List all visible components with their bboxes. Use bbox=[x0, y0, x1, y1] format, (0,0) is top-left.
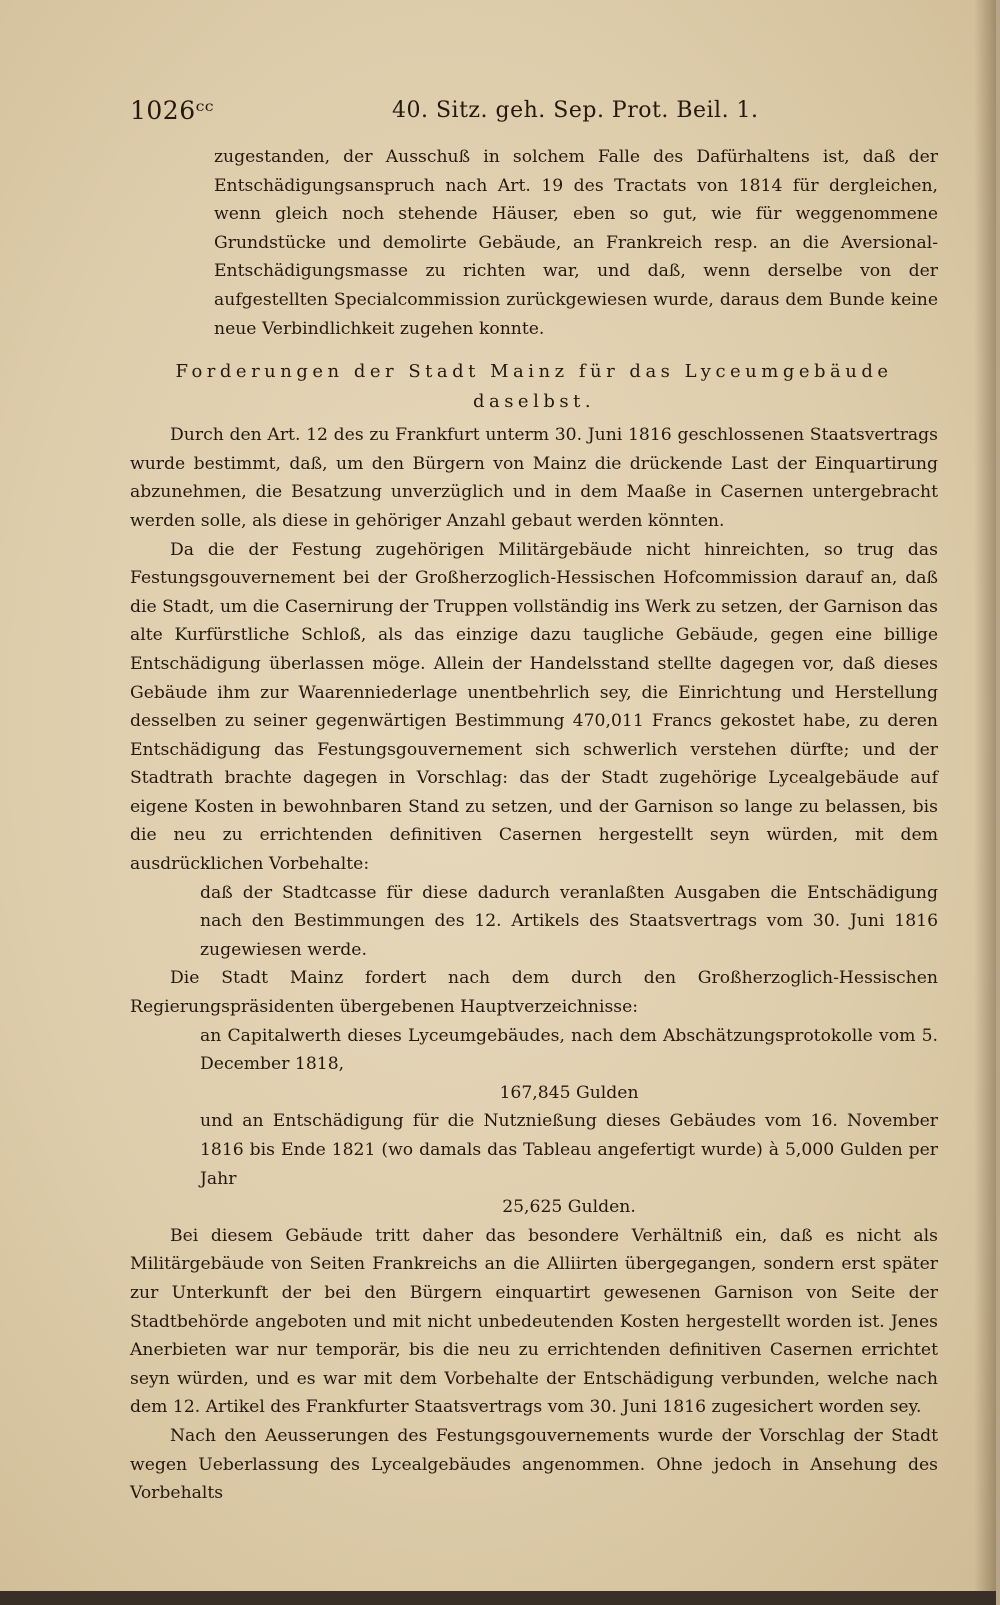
paragraph-4: Bei diesem Gebäude tritt daher das besondere Verhältniß ein, daß es nicht als Militärgebäude von Seiten Frankreichs an die Alliirten übergegangen, sondern erst später zur Unterkunft der bei den Bürgern einquartirt gewesenen Garnison von Seite der Stadtbehörde angeboten und mit nicht unbedeutenden Kosten hergestellt worden ist. Jenes Anerbieten war nur temporär, bis die neu zu errichtenden definitiven Casernen errichtet seyn würden, und es war mit dem Vorbehalte der Entschädigung verbunden, welche nach dem 12. Artikel des Frankfurter Staatsvertrags vom 30. Juni 1816 zugesichert worden sey. bbox=[130, 1225, 938, 1418]
paragraph-3: Die Stadt Mainz fordert nach dem durch den Großherzoglich-Hessischen Regierungspräsidenten übergebenen Hauptverzeichnisse: bbox=[130, 968, 938, 1018]
paragraph-2: Da die der Festung zugehörigen Militärgebäude nicht hinreichten, so trug das Festungsgouvernement bei der Großherzoglich-Hessischen Hofcommission darauf an, daß die Stadt, um die Casernirung der Truppen vollständig ins Werk zu setzen, der Garnison das alte Kurfürstliche Schloß, als das einzige dazu taugliche Gebäude, gegen eine billige Entschädigung überlassen möge. Allein der Handelsstand stellte dagegen vor, daß dieses Gebäude ihm zur Waarenniederlage unentbehrlich sey, die Einrichtung und Herstellung desselben zu seiner gegenwärtigen Bestimmung 470,011 Francs gekostet habe, zu deren Entschädigung das Festungsgouvernement sich schwerlich verstehen dürfte; und der Stadtrath brachte dagegen in Vorschlag: das der Stadt zugehörige Lycealgebäude auf eigene Kosten in bewohnbaren Stand zu setzen, und der Garnison so lange zu belassen, bis die neu zu errichtenden definitiven Casernen hergestellt seyn würden, mit dem ausdrücklichen Vorbehalte: bbox=[130, 539, 938, 875]
section-heading: Forderungen der Stadt Mainz für das Lyceumgebäude daselbst. bbox=[175, 361, 893, 413]
running-head: 40. Sitz. geh. Sep. Prot. Beil. 1. bbox=[392, 98, 759, 123]
paragraph-intro: zugestanden, der Ausschuß in solchem Falle des Dafürhaltens ist, daß der Entschädigungsanspruch nach Art. 19 des Tractats von 1814 für dergleichen, wenn gleich noch stehende Häuser, eben so gut, wie für weggenommene Grundstücke und demolirte Gebäude, an Frankreich resp. an die Aversional-Entschädigungsmasse zu richten war, und daß, wenn derselbe von der aufgestellten Specialcommission zurückgewiesen wurde, daraus dem Bunde keine neue Verbindlichkeit zugehen konnte. bbox=[214, 147, 938, 339]
paragraph-5: Nach den Aeusserungen des Festungsgouvernements wurde der Vorschlag der Stadt wegen Ueberlassung des Lycealgebäudes angenommen. Ohne jedoch in Ansehung des Vorbehalts bbox=[130, 1425, 938, 1504]
paragraph-1: Durch den Art. 12 des zu Frankfurt unterm 30. Juni 1816 geschlossenen Staatsvertrags wurde bestimmt, daß, um den Bürgern von Mainz die drückende Last der Einquartirung abzunehmen, die Besatzung unverzüglich und in dem Maaße in Casernen untergebracht werden solle, als diese in gehöriger Anzahl gebaut werden könnten. bbox=[130, 425, 938, 531]
page-edge-shadow bbox=[974, 0, 996, 1605]
amount-capital-value: 167,845 Gulden bbox=[499, 1082, 639, 1103]
page-header bbox=[130, 96, 910, 132]
claim-capital-value: an Capitalwerth dieses Lyceumgebäudes, nach dem Abschätzungsprotokolle vom 5. December 1818, bbox=[200, 1025, 938, 1075]
claim-usage-compensation: und an Entschädigung für die Nutznießung dieses Gebäudes vom 16. November 1816 bis Ende 1821 (wo damals das Tableau angefertigt wurde) à 5,000 Gulden per Jahr bbox=[200, 1111, 938, 1189]
page-number: 1026ᶜᶜ bbox=[130, 96, 214, 125]
amount-usage-compensation: 25,625 Gulden. bbox=[502, 1197, 636, 1218]
paragraph-2-quote: daß der Stadtcasse für diese dadurch veranlaßten Ausgaben die Entschädigung nach den Bestimmungen des 12. Artikels des Staatsvertrags vom 30. Juni 1816 zugewiesen werde. bbox=[200, 882, 938, 960]
scan-bottom-edge bbox=[0, 1591, 996, 1605]
page-body bbox=[130, 143, 938, 1508]
